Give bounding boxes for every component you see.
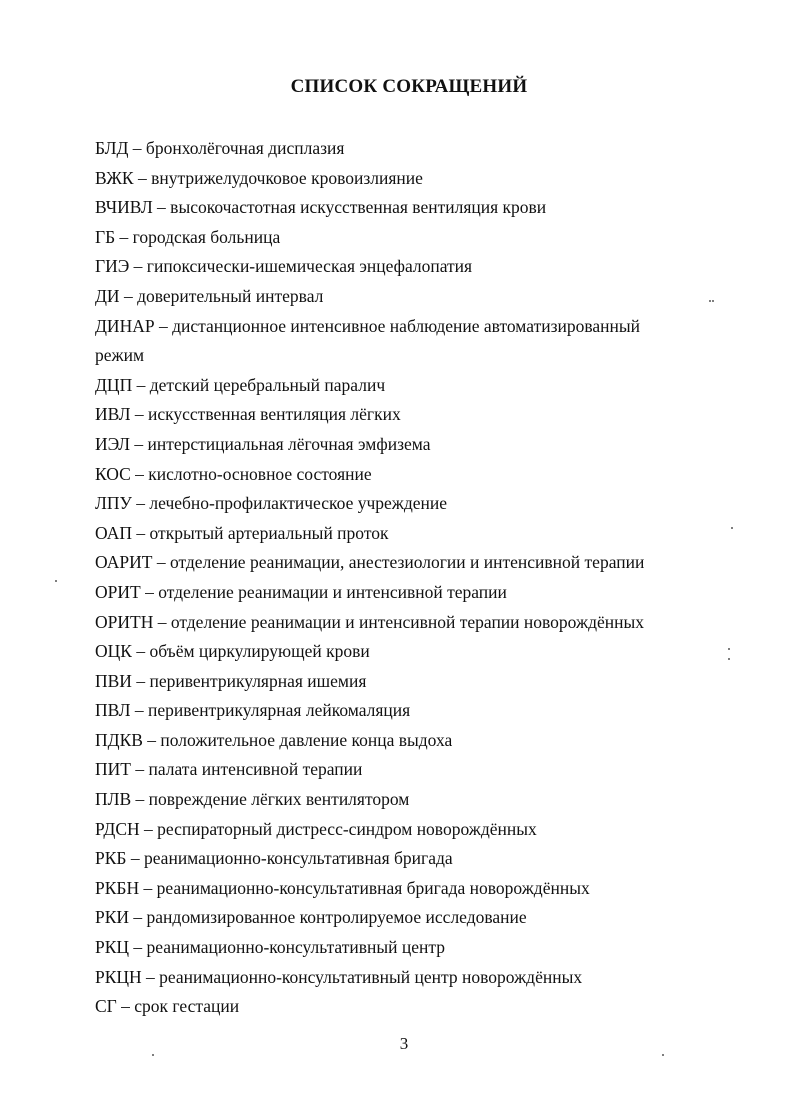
scan-speck: [709, 300, 711, 302]
scan-speck: [55, 580, 57, 582]
list-item: ДЦП – детский церебральный паралич: [95, 374, 386, 395]
list-item: ОРИТН – отделение реанимации и интенсивной терапии новорождённых: [95, 611, 644, 632]
scan-speck: [728, 648, 730, 650]
list-item: ОРИТ – отделение реанимации и интенсивной терапии: [95, 581, 507, 602]
list-item: ВЧИВЛ – высокочастотная искусственная вентиляция крови: [95, 197, 547, 218]
list-item: БЛД – бронхолёгочная дисплазия: [95, 138, 345, 158]
scan-speck: [731, 527, 733, 529]
list-item: ПВИ – перивентрикулярная ишемия: [95, 670, 367, 691]
list-item: ИВЛ – искусственная вентиляция лёгких: [95, 404, 401, 425]
list-item-continuation: режим: [95, 345, 145, 366]
list-item: ДИНАР – дистанционное интенсивное наблюдение автоматизированный: [95, 315, 641, 336]
list-item: ГИЭ – гипоксически-ишемическая энцефалопатия: [95, 256, 473, 277]
scan-speck: [152, 1054, 154, 1056]
scan-speck: [728, 658, 730, 660]
list-item: ОАП – открытый артериальный проток: [95, 522, 389, 543]
page-title: СПИСОК СОКРАЩЕНИЙ: [290, 76, 528, 97]
page-number: 3: [399, 1034, 409, 1053]
list-item: ДИ – доверительный интервал: [95, 285, 324, 306]
list-item: РКЦ – реанимационно-консультативный центр: [95, 937, 445, 958]
list-item: РКЦН – реанимационно-консультативный центр новорождённых: [95, 966, 583, 987]
list-item: РКБ – реанимационно-консультативная бригада: [95, 848, 453, 869]
list-item: ПДКВ – положительное давление конца выдоха: [95, 729, 453, 750]
list-item: ПИТ – палата интенсивной терапии: [95, 759, 363, 780]
list-item: ЛПУ – лечебно-профилактическое учреждение: [95, 493, 448, 514]
list-item: ОЦК – объём циркулирующей крови: [95, 641, 370, 662]
list-item: ВЖК – внутрижелудочковое кровоизлияние: [95, 167, 423, 188]
abbreviation-list: [95, 134, 705, 1022]
scan-speck: [662, 1054, 664, 1056]
list-item: ОАРИТ – отделение реанимации, анестезиологии и интенсивной терапии: [95, 552, 645, 573]
list-item: ИЭЛ – интерстициальная лёгочная эмфизема: [95, 433, 431, 454]
list-item: КОС – кислотно-основное состояние: [95, 463, 372, 484]
list-item: РКИ – рандомизированное контролируемое исследование: [95, 907, 527, 928]
scan-speck: [712, 300, 714, 302]
list-item: ГБ – городская больница: [95, 226, 281, 247]
list-item: СГ – срок гестации: [95, 996, 240, 1017]
list-item: ПЛВ – повреждение лёгких вентилятором: [95, 789, 410, 810]
list-item: РДСН – респираторный дистресс-синдром новорождённых: [95, 818, 537, 839]
list-item: РКБН – реанимационно-консультативная бригада новорождённых: [95, 877, 590, 898]
list-item: ПВЛ – перивентрикулярная лейкомаляция: [95, 700, 411, 721]
